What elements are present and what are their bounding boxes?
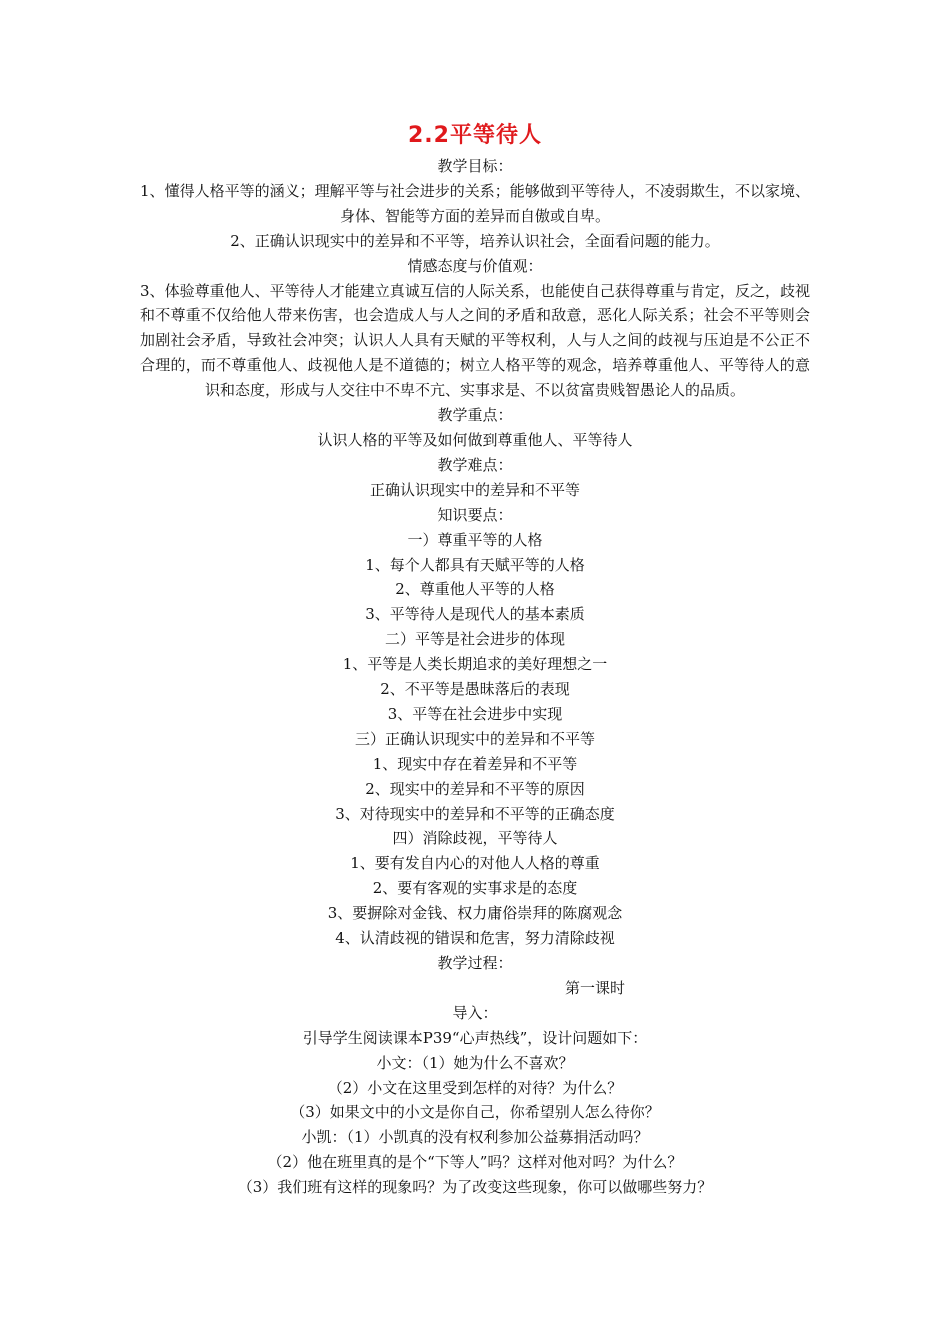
section-1-item: 2、尊重他人平等的人格 xyxy=(395,580,555,599)
section-2-item: 1、平等是人类长期追求的美好理想之一 xyxy=(342,655,608,674)
difficulties-text: 正确认识现实中的差异和不平等 xyxy=(369,480,580,499)
section-3-item: 1、现实中存在着差异和不平等 xyxy=(372,754,578,773)
section-4-item: 4、认清歧视的错误和危害，努力清除歧视 xyxy=(335,929,615,948)
section-2-heading: 二）平等是社会进步的体现 xyxy=(384,630,565,649)
goal-2: 2、正确认识现实中的差异和不平等，培养认识社会，全面看问题的能力。 xyxy=(230,231,720,250)
goal-1: 1、懂得人格平等的涵义；理解平等与社会进步的关系；能够做到平等待人，不凌弱欺生，不以家境、身体、智能等方面的差异而自傲或自卑。 xyxy=(140,181,810,225)
heading-key-points: 教学重点： xyxy=(437,406,513,425)
heading-introduction: 导入： xyxy=(452,1003,498,1022)
section-1-item: 3、平等待人是现代人的基本素质 xyxy=(365,605,585,624)
goal-3: 3、体验尊重他人、平等待人才能建立真诚互信的人际关系，也能使自己获得尊重与肯定，反之，歧视和不尊重不仅给他人带来伤害，也会造成人与人之间的矛盾和敌意，恶化人际关系；社会不平等则会加剧社会矛盾，导致社会冲突；认识人人具有天赋的平等权利，人与人之间的歧视与压迫是不公正不合理的，而不尊重他人、歧视他人是不道德的；树立人格平等的观念，培养尊重他人、平等待人的意识和态度，形成与人交往中不卑不亢、实事求是、不以贫富贵贱智愚论人的品质。 xyxy=(140,281,810,400)
question-line: （2）他在班里真的是个“下等人”吗？这样对他对吗？为什么？ xyxy=(267,1153,683,1172)
section-4-heading: 四）消除歧视，平等待人 xyxy=(392,829,558,848)
key-points-text: 认识人格的平等及如何做到尊重他人、平等待人 xyxy=(317,430,633,449)
heading-teaching-goals: 教学目标： xyxy=(437,157,513,175)
heading-knowledge-points: 知识要点： xyxy=(437,505,513,524)
heading-difficulties: 教学难点： xyxy=(437,455,513,474)
document-title: 2.2平等待人 xyxy=(408,123,542,148)
question-line: （3）如果文中的小文是你自己，你希望别人怎么待你？ xyxy=(290,1103,660,1122)
question-line: 小文：（1）她为什么不喜欢？ xyxy=(376,1053,574,1072)
question-line: 小凯：（1）小凯真的没有权利参加公益募捐活动吗？ xyxy=(301,1128,649,1147)
heading-teaching-process: 教学过程： xyxy=(437,954,513,972)
question-line: （2）小文在这里受到怎样的对待？为什么？ xyxy=(327,1078,623,1097)
section-2-item: 2、不平等是愚昧落后的表现 xyxy=(380,680,570,699)
question-line: （3）我们班有这样的现象吗？为了改变这些现象，你可以做哪些努力？ xyxy=(237,1178,713,1197)
section-1-heading: 一）尊重平等的人格 xyxy=(407,530,543,549)
section-2-item: 3、平等在社会进步中实现 xyxy=(387,704,563,723)
section-3-item: 3、对待现实中的差异和不平等的正确态度 xyxy=(335,804,615,823)
heading-attitude-values: 情感态度与价值观： xyxy=(407,256,543,275)
section-4-item: 1、要有发自内心的对他人人格的尊重 xyxy=(350,854,600,873)
lesson-label: 第一课时 xyxy=(565,978,626,997)
section-4-item: 3、要摒除对金钱、权力庸俗崇拜的陈腐观念 xyxy=(327,904,623,923)
section-1-item: 1、每个人都具有天赋平等的人格 xyxy=(365,555,585,574)
section-3-heading: 三）正确认识现实中的差异和不平等 xyxy=(354,729,595,748)
section-4-item: 2、要有客观的实事求是的态度 xyxy=(372,879,578,898)
section-3-item: 2、现实中的差异和不平等的原因 xyxy=(365,779,585,798)
introduction-text: 引导学生阅读课本P39“心声热线”，设计问题如下： xyxy=(302,1028,648,1047)
document-page xyxy=(140,118,810,1200)
